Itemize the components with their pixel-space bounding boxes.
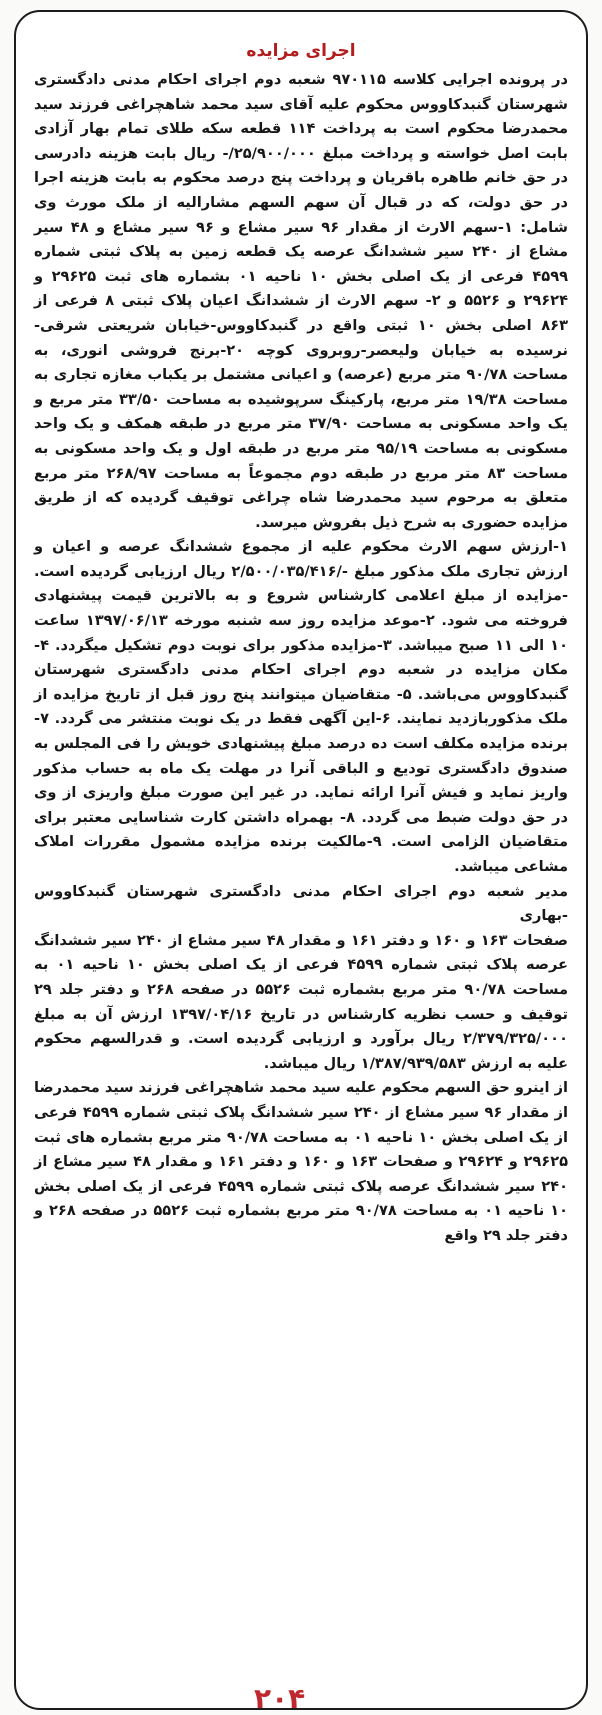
notice-title: اجرای مزایده — [246, 41, 356, 61]
notice-clipping — [14, 10, 588, 1710]
notice-paragraph-intro: در پرونده اجرایی کلاسه ۹۷۰۱۱۵ شعبه دوم اجرای احکام مدنی دادگستری شهرستان گنبدکاووس محکوم علیه آقای سید محمد شاهچراغی فرزند سید محمدرضا محکوم است به پرداخت ۱۱۴ قطعه سکه طلای تمام بهار آزادی بابت اصل خواسته و پرداخت مبلغ ۲۵/۹۰۰/۰۰۰/- ریال بابت هزینه دادرسی در حق خانم طاهره باقریان و پرداخت پنج درصد محکوم به بابت هزینه اجرا در حق دولت، که در قبال آن سهم السهم مشارالیه از ملک مورث وی شامل: ۱-سهم الارث از مقدار ۹۶ سیر مشاع و ۹۶ سیر مشاع و ۴۸ سیر مشاع از ۲۴۰ سیر ششدانگ عرصه یک قطعه زمین به پلاک ثبتی شماره ۴۵۹۹ فرعی از یک اصلی بخش ۱۰ ناحیه ۰۱ بشماره های ثبت ۲۹۶۲۵ و ۲۹۶۲۴ و ۵۵۲۶ و ۲- سهم الارث از ششدانگ اعیان پلاک ثبتی ۸ فرعی از ۸۶۳ اصلی بخش ۱۰ ثبتی واقع در گنبدکاووس-خیابان شریعتی شرقی-نرسیده به خیابان ولیعصر-روبروی کوچه ۲۰-برنج فروشی انوری، به مساحت ۹۰/۷۸ متر مربع (عرصه) و اعیانی مشتمل بر یکباب مغازه تجاری به مساحت ۱۹/۳۸ متر مربع، پارکینگ سرپوشیده به مساحت ۳۳/۵۰ متر مربع و یک واحد مسکونی به مساحت ۳۷/۹۰ متر مربع در طبقه همکف و یک واحد مسکونی به مساحت ۹۵/۱۹ متر مربع در طبقه اول و یک واحد مسکونی به مساحت ۸۳ متر مربع در طبقه دوم مجموعاً به مساحت ۲۶۸/۹۷ متر مربع متعلق به مرحوم سید محمدرضا شاه چراغی توقیف گردیده که از طریق مزایده حضوری به شرح ذیل بفروش میرسد. — [34, 71, 569, 531]
notice-appendix-paragraph-1: صفحات ۱۶۳ و ۱۶۰ و دفتر ۱۶۱ و مقدار ۴۸ سیر مشاع از ۲۴۰ سیر ششدانگ عرصه پلاک ثبتی شماره ۴۵۹۹ فرعی از یک اصلی بخش ۱۰ ناحیه ۰۱ به مساحت ۹۰/۷۸ متر مربع بشماره ثبت ۵۵۲۶ در صفحه ۲۶۸ و دفتر جلد ۲۹ توقیف و حسب نظریه کارشناس در تاریخ ۱۳۹۷/۰۴/۱۶ ارزش آن به مبلغ ۲/۳۷۹/۳۲۵/۰۰۰ ریال برآورد و ارزیابی گردیده است. و قدرالسهم محکوم علیه به ارزش ۱/۳۸۷/۹۳۹/۵۸۳ ریال میباشد. — [34, 931, 569, 1072]
notice-body — [34, 68, 568, 1249]
notice-signature: مدیر شعبه دوم اجرای احکام مدنی دادگستری شهرستان گنبدکاووس -بهاری — [34, 882, 568, 925]
notice-paragraph-conditions: ۱-ارزش سهم الارث محکوم علیه از مجموع ششدانگ عرصه و اعیان و ارزش تجاری ملک مذکور مبلغ -/۲/۵۰۰/۰۳۵/۴۱۶ ریال ارزیابی گردیده است. -مزایده از مبلغ اعلامی کارشناس شروع و به بالاترین قیمت پیشنهادی فروخته می شود. ۲-موعد مزایده روز سه شنبه مورخه ۱۳۹۷/۰۶/۱۳ ساعت ۱۰ الی ۱۱ صبح میباشد. ۳-مزایده مذکور برای نوبت دوم تشکیل میگردد. ۴-مکان مزایده در شعبه دوم اجرای احکام مدنی دادگستری شهرستان گنبدکاووس می‌باشد. ۵- متقاضیان میتوانند پنج روز قبل از تاریخ مزایده از ملک مذکوربازدید نمایند. ۶-این آگهی فقط در یک نوبت منتشر می گردد. ۷-برنده مزایده مکلف است ده درصد مبلغ پیشنهادی خویش را فی المجلس به صندوق دادگستری تودیع و الباقی آنرا در مهلت یک ماه به حساب مذکور واریز نماید و فیش آنرا ارائه نماید. در غیر این صورت مبلغ واریزی از وی در حق دولت ضبط می گردد. ۸- بهمراه داشتن کارت شناسایی معتبر برای متقاضیان الزامی است. ۹-مالکیت برنده مزایده مشمول مقررات املاک مشاعی میباشد. — [34, 538, 568, 875]
notice-appendix-paragraph-2: از اینرو حق السهم محکوم علیه سید محمد شاهچراغی فرزند سید محمدرضا از مقدار ۹۶ سیر مشاع از ۲۴۰ سیر ششدانگ پلاک ثبتی شماره ۴۵۹۹ فرعی از یک اصلی بخش ۱۰ ناحیه ۰۱ به مساحت ۹۰/۷۸ متر مربع بشماره های ثبت ۲۹۶۲۵ و ۲۹۶۲۴ و صفحات ۱۶۳ و ۱۶۰ و دفتر ۱۶۱ و مقدار ۴۸ سیر مشاع از ۲۴۰ سیر ششدانگ عرصه پلاک ثبتی شماره ۴۵۹۹ فرعی از یک اصلی بخش ۱۰ ناحیه ۰۱ به مساحت ۹۰/۷۸ متر مربع بشماره ثبت ۵۵۲۶ در صفحه ۲۶۸ و دفتر جلد ۲۹ واقع — [34, 1079, 569, 1244]
handwritten-stamp: ۲۰۴ — [254, 1682, 306, 1710]
